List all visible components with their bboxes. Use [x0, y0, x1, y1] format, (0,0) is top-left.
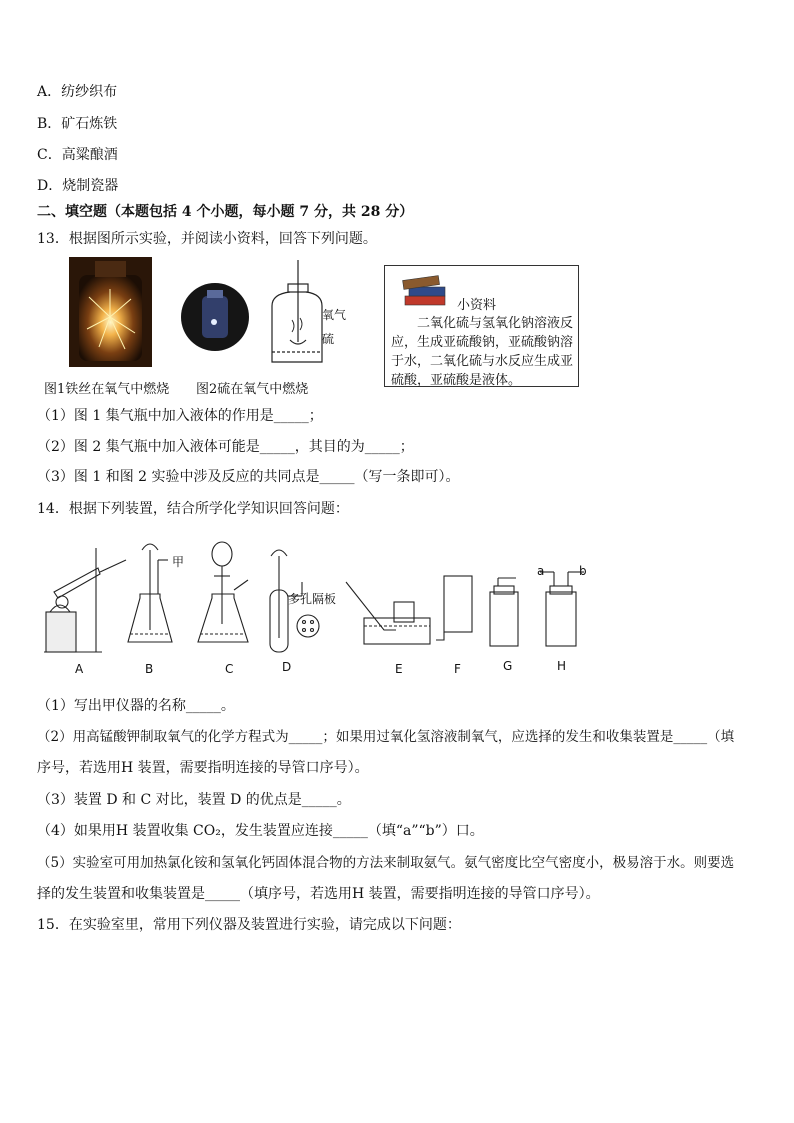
fig2-caption: 图2硫在氧气中燃烧 — [196, 382, 309, 397]
apparatus-label-e: E — [395, 662, 403, 676]
gas-jar-diagram — [268, 258, 326, 368]
q14-sub1: （1）写出甲仪器的名称_____。 — [37, 698, 235, 714]
q13-sub1: （1）图 1 集气瓶中加入液体的作用是_____； — [37, 408, 323, 424]
q14-sub5-line1: （5）实验室可用加热氯化铵和氢氧化钙固体混合物的方法来制取氨气。氨气密度比空气密度小，极易溶于水。则要选 — [37, 855, 735, 871]
q13-stem: 13．根据图所示实验，并阅读小资料，回答下列问题。 — [37, 231, 377, 247]
apparatus-label-d: D — [282, 660, 292, 674]
apparatus-label-a: A — [75, 662, 84, 676]
option-b: B．矿石炼铁 — [37, 116, 118, 132]
option-c: C．高粱酿酒 — [37, 147, 118, 163]
q14-sub2-line2: 序号，若选用H 装置，需要指明连接的导管口序号）。 — [37, 760, 369, 776]
option-a: A．纺纱织布 — [37, 84, 118, 100]
note-body: 二氧化硫与氢氧化钠溶液反应，生成亚硫酸钠，亚硫酸钠溶于水，二氧化硫与水反应生成亚硫酸，亚硫酸是液体。 — [391, 316, 574, 388]
info-note-box — [384, 265, 579, 387]
note-title: 小资料 — [457, 298, 497, 313]
section-heading: 二、填空题（本题包括 4 个小题，每小题 7 分，共 28 分） — [37, 204, 414, 220]
q14-sub4: （4）如果用H 装置收集 CO₂，发生装置应连接_____（填“a”“b”）口。 — [37, 823, 484, 839]
q14-sub5-line2: 择的发生装置和收集装置是_____（填序号，若选用H 装置，需要指明连接的导管口序号）。 — [37, 886, 600, 902]
q13-sub2: （2）图 2 集气瓶中加入液体可能是_____，其目的为_____； — [37, 439, 414, 455]
label-porous-plate: 多孔隔板 — [288, 592, 337, 606]
q13-sub3: （3）图 1 和图 2 实验中涉及反应的共同点是_____（写一条即可）。 — [37, 469, 460, 485]
apparatus-label-g: G — [503, 659, 513, 673]
apparatus-label-b: B — [145, 662, 154, 676]
fig1-caption: 图1铁丝在氧气中燃烧 — [44, 382, 170, 397]
fig1-iron-burning-photo — [69, 257, 152, 367]
fig2-sulfur-burning-photo — [180, 282, 250, 352]
apparatus-label-f: F — [454, 662, 461, 676]
q14-stem: 14．根据下列装置，结合所学化学知识回答问题： — [37, 501, 349, 517]
apparatus-label-c: C — [225, 662, 234, 676]
label-port-b: b — [579, 564, 587, 578]
books-icon — [401, 272, 451, 312]
q14-sub2-line1: （2）用高锰酸钾制取氧气的化学方程式为_____；如果用过氧化氢溶液制氧气，应选择的发生和收集装置是_____（填 — [37, 729, 735, 745]
label-oxygen: 氧气 — [322, 308, 347, 322]
label-port-a: a — [537, 564, 545, 578]
q15-stem: 15．在实验室里，常用下列仪器及装置进行实验，请完成以下问题： — [37, 917, 461, 933]
q14-sub3: （3）装置 D 和 C 对比，装置 D 的优点是_____。 — [37, 792, 351, 808]
label-jia: 甲 — [172, 555, 185, 569]
label-sulfur: 硫 — [322, 332, 335, 346]
apparatus-label-h: H — [557, 659, 567, 673]
option-d: D．烧制瓷器 — [37, 178, 119, 194]
